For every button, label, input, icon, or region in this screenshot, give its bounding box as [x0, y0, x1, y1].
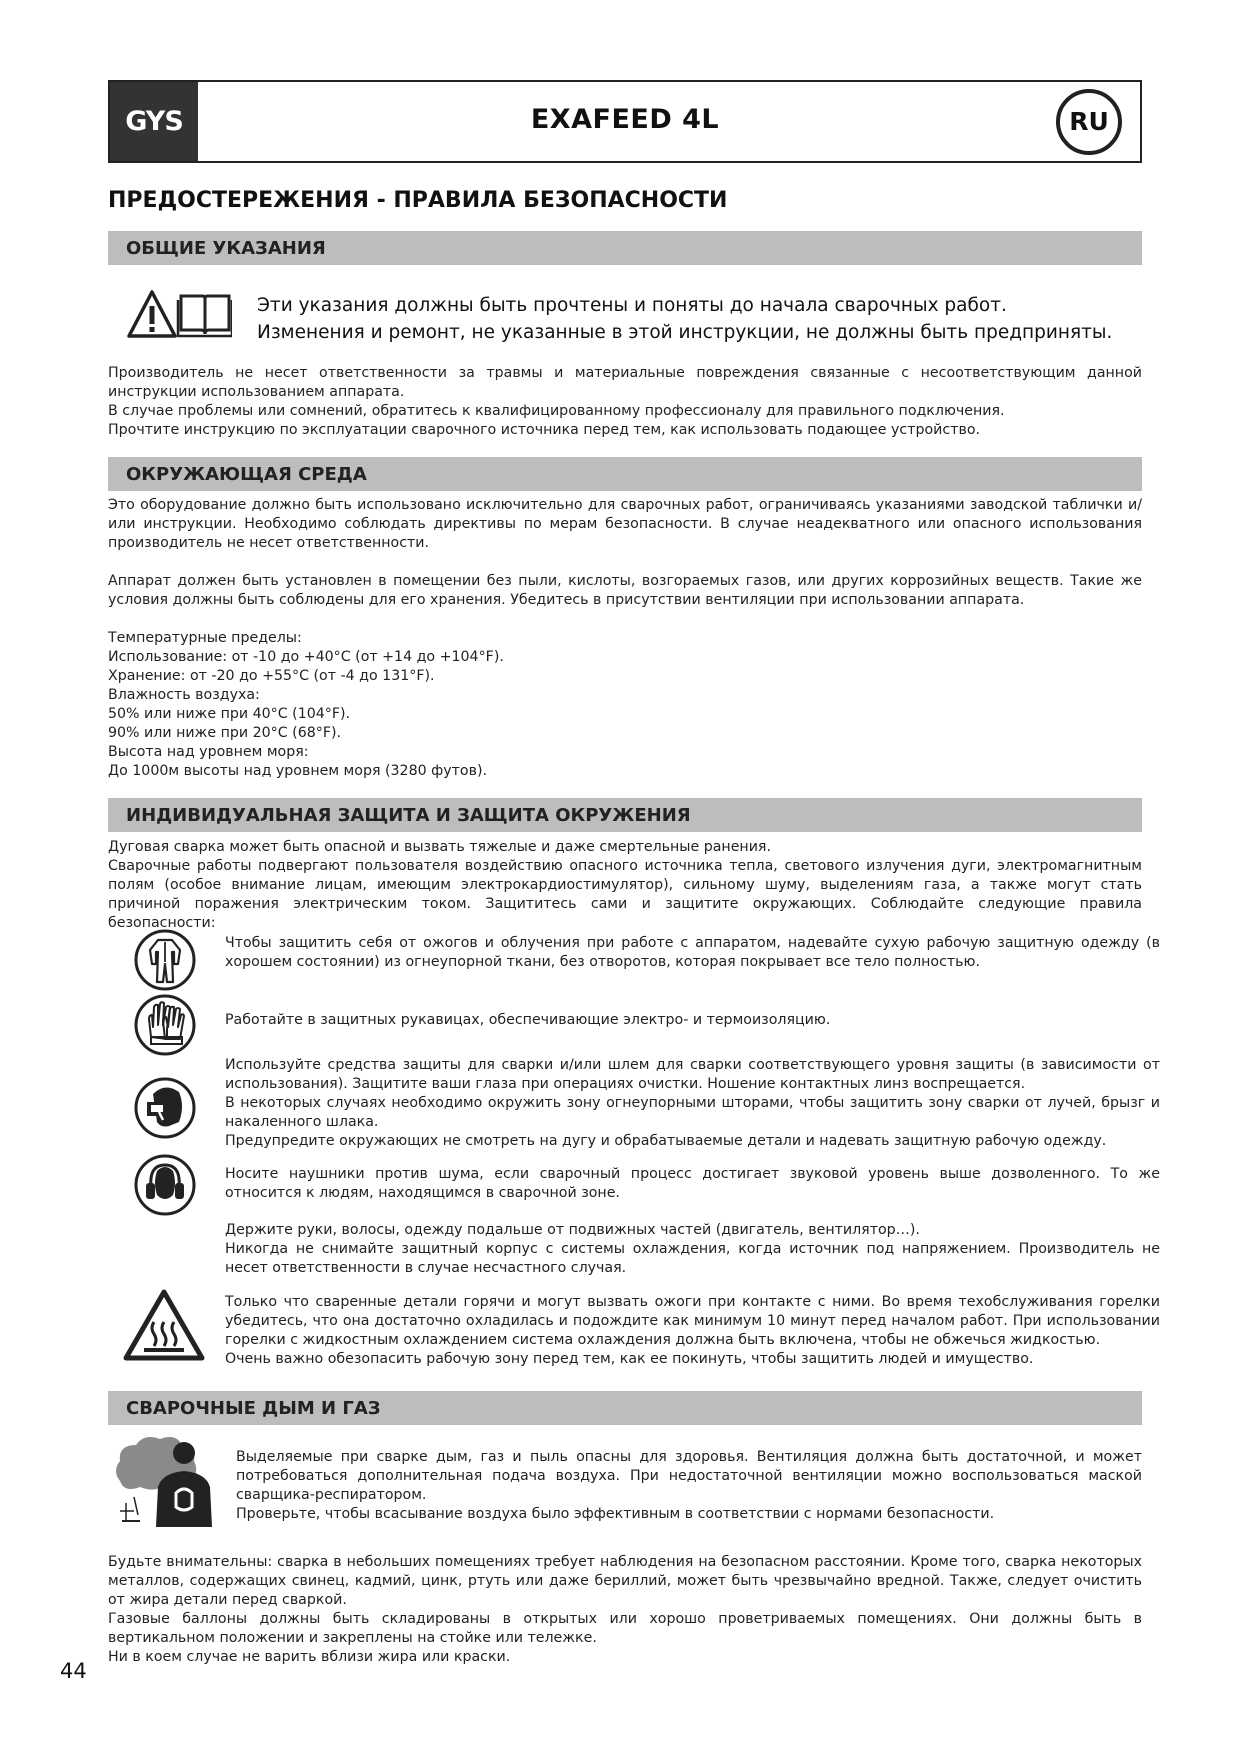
paragraph: Ни в коем случае не варить вблизи жира или краски.: [108, 1649, 511, 1665]
paragraph: Используйте средства защиты для сварки и/или шлем для сварки соответствующего уровня защиты (в зависимости от использования). Защитите ваши глаза при операциях очистки. Ношение контактных линз воспрещается.: [225, 1057, 1160, 1092]
protective-gloves-icon: [133, 993, 197, 1057]
section-protection: [108, 798, 1142, 832]
environment-text: [108, 496, 1142, 610]
paragraph: Никогда не снимайте защитный корпус с системы охлаждения, когда источник под напряжением. Производитель не несет ответственности в случае несчастного случая.: [225, 1241, 1160, 1276]
paragraph: Только что сваренные детали горячи и могут вызвать ожоги при контакте с ними. Во время техобслуживания горелки убедитесь, что она достаточно охладилась и подождите как минимум 10 минут перед началом работ. При использовании горелки с жидкостным охлаждением система охлаждения должна быть включена, чтобы не обжечься жидкостью.: [225, 1294, 1160, 1348]
protective-clothing-icon: [133, 928, 197, 992]
logo-text: GYS: [125, 106, 183, 137]
section-environment: [108, 457, 1142, 491]
paragraph: В случае проблемы или сомнений, обратитесь к квалифицированному профессионалу для правильного подключения.: [108, 403, 1005, 419]
ears-text: [225, 1165, 1160, 1203]
hot-parts-text: [225, 1293, 1160, 1369]
section-heading: ОКРУЖАЮЩАЯ СРЕДА: [126, 464, 367, 485]
limit-line: Хранение: от -20 до +55°C (от -4 до 131°F).: [108, 668, 435, 684]
page-number: 44: [60, 1659, 87, 1683]
paragraph: Это оборудование должно быть использовано исключительно для сварочных работ, ограничиваясь указаниями заводской таблички и/или инструкции. Необходимо соблюдать директивы по мерам безопасности. В случае неадекватного или опасного использования производитель не несет ответственности.: [108, 497, 1142, 551]
environment-limits: [108, 629, 1142, 781]
fumes-text: [236, 1448, 1142, 1524]
warning-line: Эти указания должны быть прочтены и поняты до начала сварочных работ.: [257, 295, 1007, 316]
welding-fumes-icon: [110, 1431, 222, 1531]
paragraph: Проверьте, чтобы всасывание воздуха было эффективным в соответствии с нормами безопасности.: [236, 1506, 995, 1522]
warning-read-manual-icon: [125, 288, 232, 340]
paragraph: Будьте внимательны: сварка в небольших помещениях требует наблюдения на безопасном расстоянии. Кроме того, сварка некоторых металлов, содержащих свинец, кадмий, цинк, ртуть или даже бериллий, может быть чрезвычайно вредной. Также, следует очистить от жира детали перед сваркой.: [108, 1554, 1142, 1608]
general-text: [108, 364, 1142, 440]
limit-line: 50% или ниже при 40°C (104°F).: [108, 706, 351, 722]
section-fumes: [108, 1391, 1142, 1425]
paragraph: Прочтите инструкцию по эксплуатации сварочного источника перед тем, как использовать подающее устройство.: [108, 422, 981, 438]
fumes-warnings: [108, 1553, 1142, 1667]
section-heading: СВАРОЧНЫЕ ДЫМ И ГАЗ: [126, 1398, 381, 1419]
gys-logo: [110, 82, 198, 161]
limit-line: 90% или ниже при 20°C (68°F).: [108, 725, 342, 741]
language-badge: RU: [1056, 89, 1122, 155]
paragraph: Носите наушники против шума, если сварочный процесс достигает звуковой уровень выше дозволенного. То же относится к людям, находящимся в сварочной зоне.: [225, 1166, 1160, 1201]
paragraph: В некоторых случаях необходимо окружить зону огнеупорными шторами, чтобы защитить зону сварки от лучей, брызг и накаленного шлака.: [225, 1095, 1160, 1130]
mask-text: [225, 1056, 1160, 1151]
paragraph: Работайте в защитных рукавицах, обеспечивающие электро- и термоизоляцию.: [225, 1012, 831, 1028]
warning-line: Изменения и ремонт, не указанные в этой инструкции, не должны быть предприняты.: [257, 322, 1113, 343]
ear-protection-icon: [133, 1153, 197, 1217]
section-heading: ОБЩИЕ УКАЗАНИЯ: [126, 238, 326, 259]
paragraph: Очень важно обезопасить рабочую зону перед тем, как ее покинуть, чтобы защитить людей и имущество.: [225, 1351, 1034, 1367]
paragraph: Аппарат должен быть установлен в помещении без пыли, кислоты, возгораемых газов, или других коррозийных веществ. Такие же условия должны быть соблюдены для его хранения. Убедитесь в присутствии вентиляции при использовании аппарата.: [108, 573, 1142, 608]
clothing-text: [225, 934, 1160, 972]
paragraph: Предупредите окружающих не смотреть на дугу и обрабатываемые детали и надевать защитную рабочую одежду.: [225, 1133, 1107, 1149]
page-title: ПРЕДОСТЕРЕЖЕНИЯ - ПРАВИЛА БЕЗОПАСНОСТИ: [108, 188, 728, 213]
hot-surface-icon: [122, 1288, 206, 1362]
limit-line: До 1000м высоты над уровнем моря (3280 футов).: [108, 763, 488, 779]
paragraph: Дуговая сварка может быть опасной и вызвать тяжелые и даже смертельные ранения.: [108, 839, 771, 855]
paragraph: Производитель не несет ответственности за травмы и материальные повреждения связанные с несоответствующим данной инструкции использованием аппарата.: [108, 365, 1142, 400]
general-warning: [257, 292, 1112, 346]
limit-line: Высота над уровнем моря:: [108, 744, 309, 760]
limit-line: Использование: от -10 до +40°C (от +14 до +104°F).: [108, 649, 504, 665]
paragraph: Сварочные работы подвергают пользователя воздействию опасного источника тепла, светового излучения дуги, электромагнитным полям (особое внимание лицам, имеющим электрокардиостимулятор), сильному шуму, выделениям газа, а также могут стать причиной поражения электрическим током. Защититесь сами и защитите окружающих. Соблюдайте следующие правила безопасности:: [108, 858, 1142, 931]
paragraph: Газовые баллоны должны быть складированы в открытых или хорошо проветриваемых помещениях. Они должны быть в вертикальном положении и закреплены на стойке или тележке.: [108, 1611, 1142, 1646]
limit-line: Температурные пределы:: [108, 630, 302, 646]
section-general: [108, 231, 1142, 265]
moving-parts-text: [225, 1221, 1160, 1278]
model-title: EXAFEED 4L: [530, 104, 720, 135]
welding-mask-icon: [133, 1076, 197, 1140]
document-header: [108, 80, 1142, 163]
protection-intro: [108, 838, 1142, 933]
gloves-text: [225, 1011, 1160, 1030]
section-heading: ИНДИВИДУАЛЬНАЯ ЗАЩИТА И ЗАЩИТА ОКРУЖЕНИЯ: [126, 805, 691, 826]
paragraph: Выделяемые при сварке дым, газ и пыль опасны для здоровья. Вентиляция должна быть достаточной, и может потребоваться дополнительная подача воздуха. При недостаточной вентиляции можно воспользоваться маской сварщика-респиратором.: [236, 1449, 1142, 1503]
paragraph: Держите руки, волосы, одежду подальше от подвижных частей (двигатель, вентилятор…).: [225, 1222, 920, 1238]
limit-line: Влажность воздуха:: [108, 687, 260, 703]
paragraph: Чтобы защитить себя от ожогов и облучения при работе с аппаратом, надевайте сухую рабочую защитную одежду (в хорошем состоянии) из огнеупорной ткани, без отворотов, которая покрывает все тело полностью.: [225, 935, 1160, 970]
